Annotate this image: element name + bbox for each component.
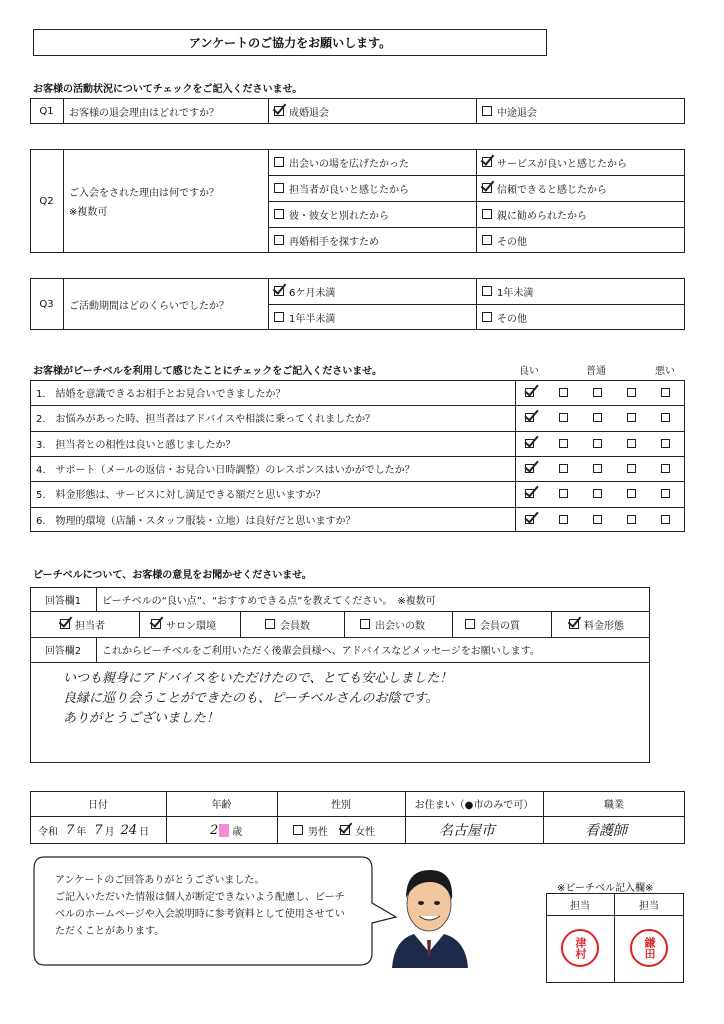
answer2-label: 回答欄2 [44, 646, 82, 657]
checkbox[interactable] [482, 183, 492, 193]
q2-right-2[interactable]: 信頼できると感じたから [476, 175, 685, 201]
q2-left-4[interactable]: 再婚相手を探すため [268, 227, 476, 253]
checkbox[interactable] [482, 235, 492, 245]
checkbox[interactable] [482, 157, 492, 167]
rating-checkbox[interactable] [593, 489, 602, 498]
q3-question: ご活動期間はどのくらいでしたか？ [69, 300, 229, 312]
scale-good: 良い [519, 366, 539, 377]
rating-checkbox[interactable] [559, 388, 568, 397]
age-field[interactable]: 2 歳 [210, 822, 243, 838]
job-value[interactable]: 看護師 [585, 823, 627, 839]
rating-checkbox[interactable] [661, 388, 670, 397]
checkbox[interactable] [482, 106, 492, 116]
checkbox[interactable] [482, 209, 492, 219]
rating-checkbox[interactable] [559, 439, 568, 448]
rating-checkbox[interactable] [627, 515, 636, 524]
answer1-prompt: ピーチベルの“良い点”、“おすすめできる点”を教えてください。 ※複数可 [102, 595, 436, 607]
gender-field[interactable]: 男性 女性 [277, 816, 405, 844]
rating-checkbox[interactable] [593, 388, 602, 397]
checkbox[interactable] [274, 312, 284, 322]
answer2-line-2: 良縁に巡り会うことができたのも、ピーチベルさんのお陰です。 [63, 691, 439, 706]
scale-bad: 悪い [655, 366, 675, 377]
checkbox[interactable] [274, 235, 284, 245]
q3-option-1[interactable]: 6ケ月未満 [268, 278, 476, 304]
checkbox-female[interactable] [340, 825, 350, 835]
staff-col-2: 担当 [639, 900, 659, 912]
q2-label: Q2 [39, 195, 54, 207]
answer2-line-1: いつも親身にアドバイスをいただけたので、とても安心しました！ [63, 671, 453, 686]
title-box [33, 29, 547, 56]
rating-checkbox[interactable] [627, 413, 636, 422]
checkbox[interactable] [274, 183, 284, 193]
page-title: アンケートのご協力をお願いします。 [188, 36, 392, 50]
thanks-line-1: アンケートのご回答ありがとうございました。 [55, 875, 265, 886]
rating-checkbox[interactable] [593, 439, 602, 448]
section2-heading: お客様がピーチベルを利用して感じたことにチェックをご記入くださいませ。 [33, 366, 382, 377]
staff-heading: ※ピーチベル記入欄※ [557, 883, 654, 894]
rating-checkbox[interactable] [559, 464, 568, 473]
answer1-option-5[interactable]: 会員の質 [452, 611, 551, 637]
rating-row: 2. お悩みがあった時、担当者はアドバイスや相談に乗ってくれましたか？ [36, 414, 376, 426]
checkbox[interactable] [274, 286, 284, 296]
rating-checkbox[interactable] [627, 439, 636, 448]
gender-label: 性別 [331, 800, 351, 811]
q1-option-2[interactable]: 中途退会 [476, 98, 685, 124]
rating-checkbox[interactable] [525, 413, 534, 422]
rating-row: 5. 料金形態は、サービスに対し満足できる額だと思いますか？ [36, 490, 326, 502]
answer1-option-2[interactable]: サロン環境 [139, 611, 240, 637]
rating-checkbox[interactable] [627, 464, 636, 473]
answer1-label: 回答欄1 [44, 595, 82, 607]
q1-question: お客様の退会理由はどれですか？ [69, 107, 219, 119]
q2-left-1[interactable]: 出会いの場を広げたかった [268, 149, 476, 175]
rating-row: 3. 担当者との相性は良いと感じましたか？ [36, 439, 236, 451]
age-redaction [219, 824, 229, 837]
checkbox[interactable] [274, 209, 284, 219]
age-label: 年齢 [211, 800, 232, 811]
rating-checkbox[interactable] [525, 439, 534, 448]
rating-row: 4. サポート（メールの返信・お見合い日時調整）のレスポンスはいかがでしたか？ [36, 465, 415, 477]
q2-right-1[interactable]: サービスが良いと感じたから [476, 149, 685, 175]
q3-option-4[interactable]: その他 [476, 304, 685, 330]
rating-checkbox[interactable] [559, 515, 568, 524]
checkbox[interactable] [60, 619, 70, 629]
rating-checkbox[interactable] [525, 515, 534, 524]
answer2-prompt: これからピーチベルをご利用いただく後輩会員様へ、アドバイスなどメッセージをお願いします。 [102, 646, 540, 657]
answer1-option-4[interactable]: 出会いの数 [344, 611, 452, 637]
rating-checkbox[interactable] [661, 439, 670, 448]
thanks-line-3: ベルのホームページや入会説明時に参考資料として使用させてい [55, 909, 345, 920]
checkbox[interactable] [265, 619, 275, 629]
q1-option-1[interactable]: 成婚退会 [268, 98, 476, 124]
rating-checkbox[interactable] [525, 388, 534, 397]
seal-stamp-2: 鎌田 [630, 929, 668, 967]
staff-col-1: 担当 [570, 900, 590, 912]
answer2-line-3: ありがとうございました！ [63, 711, 220, 726]
checkbox[interactable] [482, 286, 492, 296]
section1-heading: お客様の活動状況についてチェックをご記入くださいませ。 [33, 84, 303, 95]
q2-left-3[interactable]: 彼・彼女と別れたから [268, 201, 476, 227]
answer1-option-6[interactable]: 料金形態 [551, 611, 650, 637]
checkbox[interactable] [360, 619, 370, 629]
rating-checkbox[interactable] [661, 515, 670, 524]
q3-option-3[interactable]: 1年半未満 [268, 304, 476, 330]
rating-checkbox[interactable] [661, 489, 670, 498]
date-label: 日付 [88, 800, 108, 811]
scale-normal: 普通 [586, 366, 606, 377]
q3-option-2[interactable]: 1年未満 [476, 278, 685, 304]
q2-question: ご入会をされた理由は何ですか？ [69, 188, 219, 199]
rating-checkbox[interactable] [593, 464, 602, 473]
date-field[interactable]: 令和 7 年 7 月 24 日 [38, 822, 150, 838]
checkbox[interactable] [274, 157, 284, 167]
rating-row: 6. 物理的環境（店舗・スタッフ服装・立地）は良好だと思いますか？ [36, 515, 356, 527]
age-value: 2 [210, 822, 219, 838]
rating-checkbox[interactable] [559, 489, 568, 498]
section3-heading: ピーチベルについて、お客様の意見をお聞かせくださいませ。 [33, 570, 312, 581]
address-label: お住まい（●市のみで可） [414, 800, 534, 811]
seal-stamp-1: 津村 [561, 929, 599, 967]
answer1-option-3[interactable]: 会員数 [240, 611, 344, 637]
rating-row: 1. 結婚を意識できるお相手とお見合いできましたか？ [36, 389, 286, 401]
staff-portrait-illustration [384, 856, 474, 968]
q2-right-4[interactable]: その他 [476, 227, 685, 253]
rating-checkbox[interactable] [627, 388, 636, 397]
job-label: 職業 [604, 800, 624, 811]
checkbox-male[interactable] [293, 825, 303, 835]
rating-checkbox[interactable] [661, 413, 670, 422]
thanks-line-2: ご記入いただいた情報は個人が断定できないよう配慮し、ピーチ [55, 892, 345, 903]
rating-checkbox[interactable] [525, 489, 534, 498]
rating-checkbox[interactable] [559, 413, 568, 422]
thanks-line-4: ただくことがあります。 [55, 926, 165, 937]
q2-left-2[interactable]: 担当者が良いと感じたから [268, 175, 476, 201]
checkbox[interactable] [482, 312, 492, 322]
q3-label: Q3 [39, 298, 54, 310]
address-value[interactable]: 名古屋市 [439, 823, 495, 839]
checkbox[interactable] [151, 619, 161, 629]
rating-checkbox[interactable] [593, 413, 602, 422]
q1-label: Q1 [39, 105, 54, 117]
checkbox[interactable] [465, 619, 475, 629]
checkbox[interactable] [274, 106, 284, 116]
answer1-option-1[interactable]: 担当者 [30, 611, 139, 637]
rating-checkbox[interactable] [661, 464, 670, 473]
checkbox[interactable] [569, 619, 579, 629]
q2-note: ※複数可 [69, 207, 108, 218]
rating-checkbox[interactable] [525, 464, 534, 473]
q2-right-3[interactable]: 親に勧められたから [476, 201, 685, 227]
rating-checkbox[interactable] [593, 515, 602, 524]
rating-checkbox[interactable] [627, 489, 636, 498]
